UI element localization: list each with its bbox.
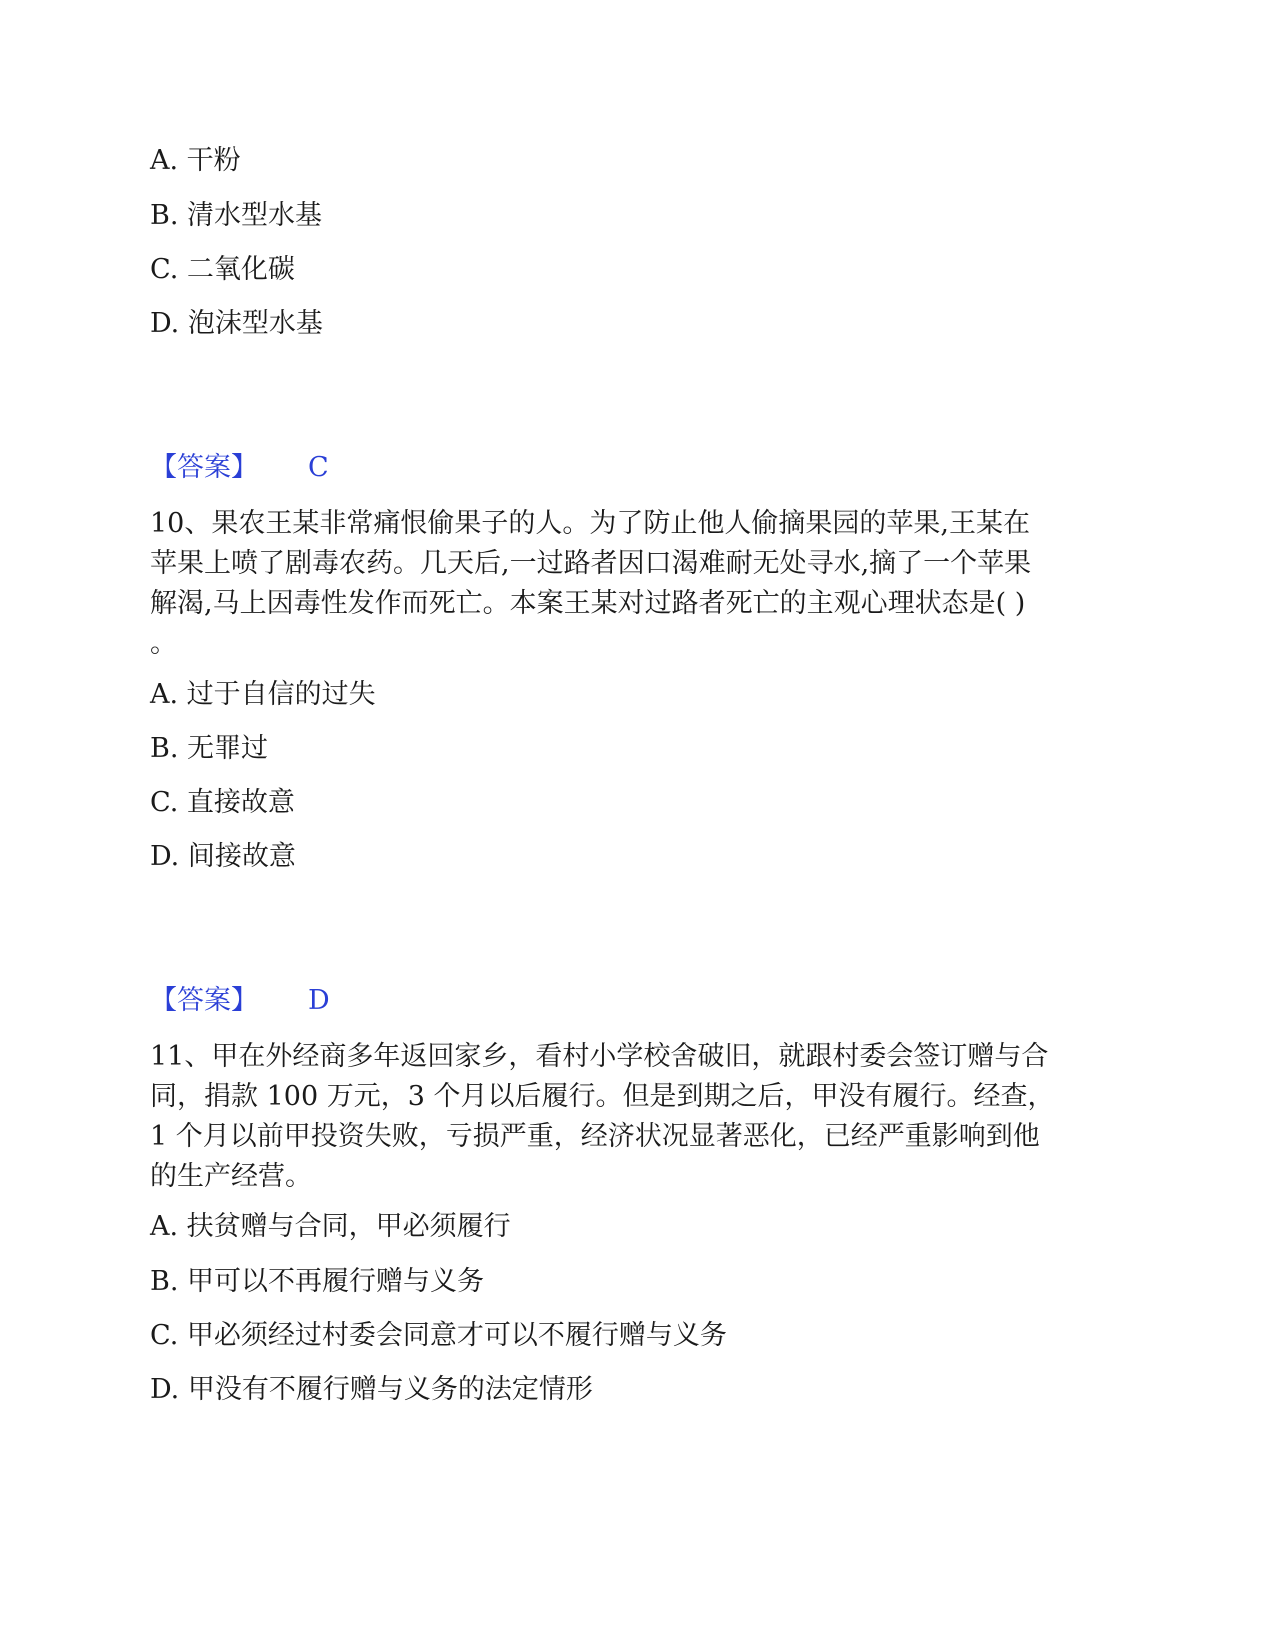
q10-stem-line: 苹果上喷了剧毒农药。几天后,一过路者因口渴难耐无处寻水,摘了一个苹果 [150,548,1032,579]
q9-option-c: C. 二氧化碳 [150,254,295,285]
q10-stem-line: 解渴,马上因毒性发作而死亡。本案王某对过路者死亡的主观心理状态是( ) [150,588,1026,619]
q10-option-a: A. 过于自信的过失 [150,679,376,710]
q11-option-a: A. 扶贫赠与合同，甲必须履行 [150,1211,511,1242]
q9-option-a: A. 干粉 [150,145,241,176]
q10-option-b: B. 无罪过 [150,733,269,764]
q9-answer [150,449,329,487]
q10-option-c: C. 直接故意 [150,787,295,818]
answer-label: 【答案】 [150,452,258,483]
q11-option-c: C. 甲必须经过村委会同意才可以不履行赠与义务 [150,1320,727,1351]
q9-option-d: D. 泡沫型水基 [150,308,323,339]
q10-stem [150,504,1110,664]
q11-stem-line: 11、甲在外经商多年返回家乡，看村小学校舍破旧，就跟村委会签订赠与合 [150,1041,1049,1072]
q10-answer [150,982,330,1020]
q11-stem-line: 1 个月以前甲投资失败，亏损严重，经济状况显著恶化，已经严重影响到他 [150,1121,1040,1152]
answer-value: D [308,985,330,1016]
q10-stem-line: 。 [150,628,177,659]
answer-label: 【答案】 [150,985,258,1016]
q11-option-b: B. 甲可以不再履行赠与义务 [150,1266,485,1297]
q10-option-d: D. 间接故意 [150,841,296,872]
answer-value: C [308,452,329,483]
q11-stem [150,1037,1110,1197]
q11-option-d: D. 甲没有不履行赠与义务的法定情形 [150,1374,593,1405]
q11-stem-line: 同，捐款 100 万元，3 个月以后履行。但是到期之后，甲没有履行。经查， [150,1081,1055,1112]
q11-stem-line: 的生产经营。 [150,1161,312,1192]
q9-option-b: B. 清水型水基 [150,200,323,231]
q10-stem-line: 10、果农王某非常痛恨偷果子的人。为了防止他人偷摘果园的苹果,王某在 [150,508,1030,539]
